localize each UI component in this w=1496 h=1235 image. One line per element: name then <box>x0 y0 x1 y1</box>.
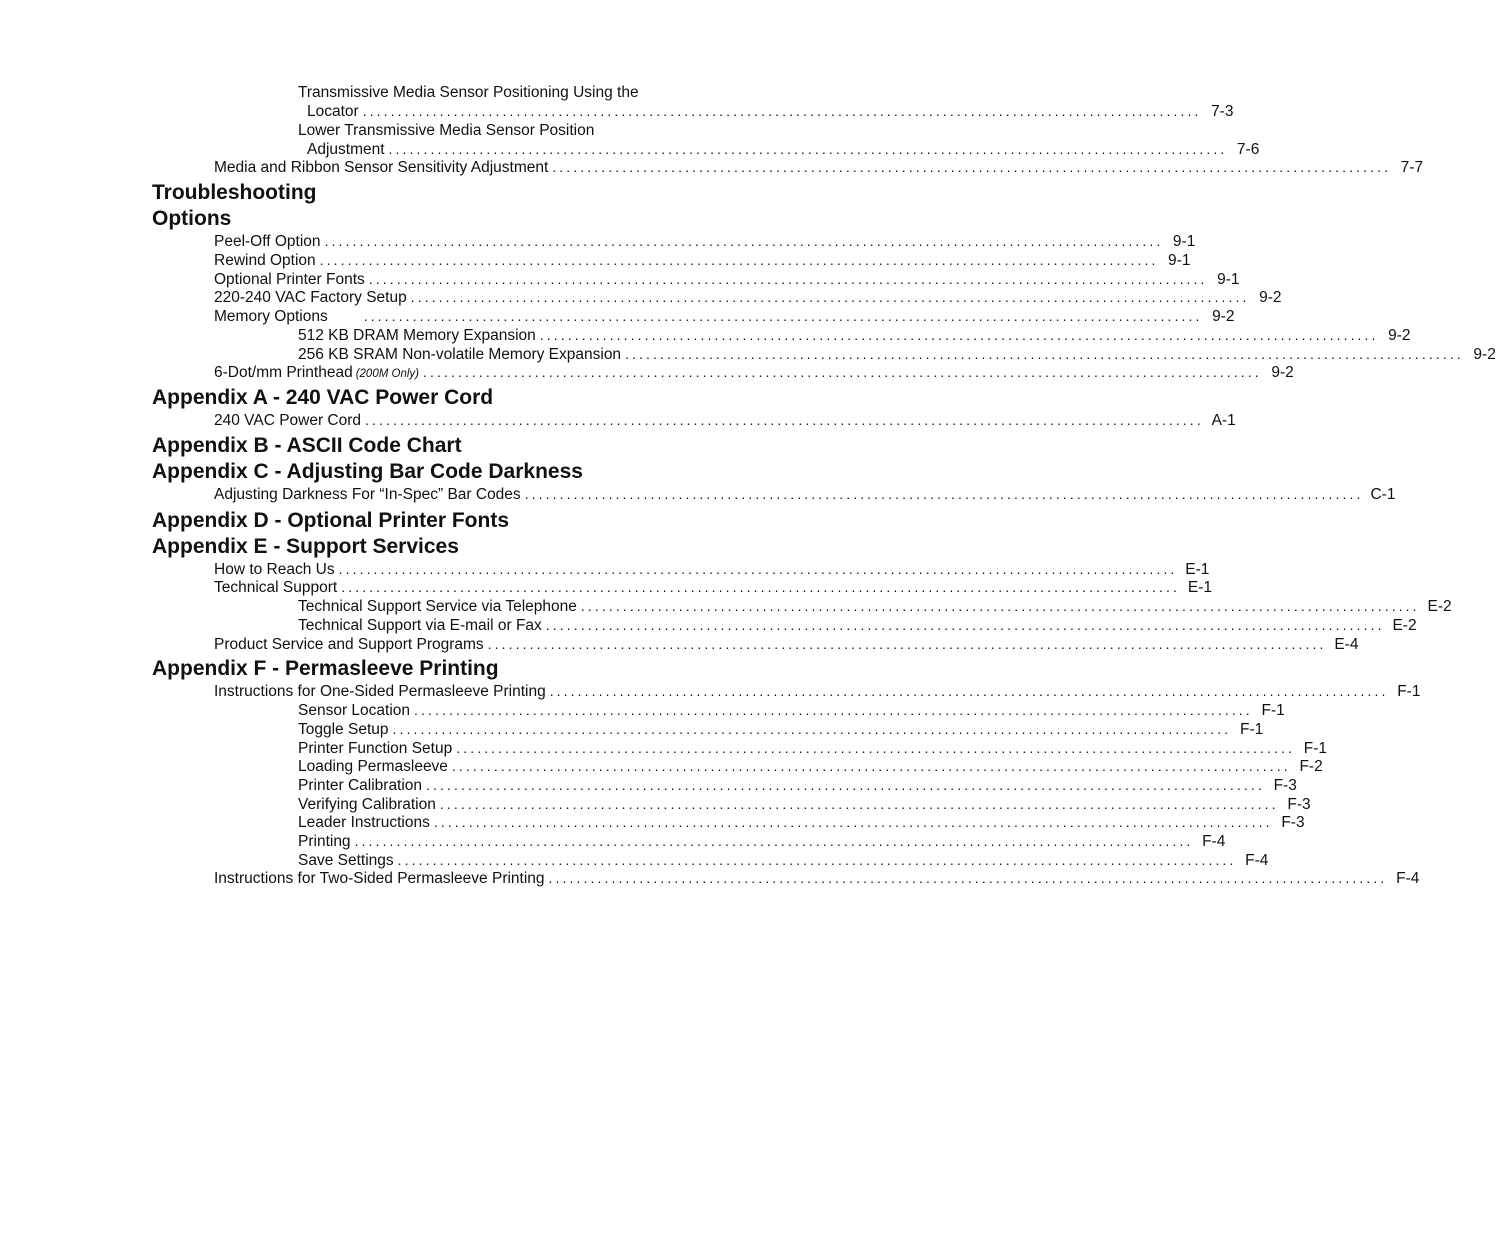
page-number: E-2 <box>1392 617 1417 634</box>
page-number: 7-7 <box>1400 159 1424 176</box>
toc-entry[interactable]: Optional Printer Fonts ........................................................................................................................ 9-1 <box>214 271 1240 288</box>
model-note: (200M Only) <box>355 368 419 380</box>
toc-entry[interactable]: Technical Support ........................................................................................................................ E-1 <box>214 579 1212 596</box>
dot-leader: ........................................................................................................................ <box>388 141 1228 157</box>
dot-leader: ........................................................................................................................ <box>433 814 1273 830</box>
section-heading[interactable]: Appendix A - 240 VAC Power Cord <box>152 386 494 409</box>
toc-entry[interactable]: Adjusting Darkness For “In-Spec” Bar Codes ........................................................................................................................ C-1 <box>214 486 1396 503</box>
toc-entry[interactable]: Locator ........................................................................................................................ 7-3 <box>307 103 1234 120</box>
page-number: F-1 <box>1397 683 1421 700</box>
page-number: 9-2 <box>1212 308 1235 325</box>
page-number: F-1 <box>1240 721 1264 738</box>
dot-leader: ........................................................................................................................ <box>456 740 1295 756</box>
section-heading[interactable]: Appendix C - Adjusting Bar Code Darkness <box>152 460 583 483</box>
dot-leader: ........................................................................................................................ <box>439 796 1279 812</box>
dot-leader: ........................................................................................................................ <box>524 486 1364 502</box>
toc-entry[interactable]: 512 KB DRAM Memory Expansion ........................................................................................................................ 9-2 <box>298 327 1411 344</box>
toc-entry[interactable]: Leader Instructions ........................................................................................................................ F-3 <box>298 814 1305 831</box>
toc-entry[interactable]: Memory Options ........................................................................................................................ 9-2 <box>214 308 1235 325</box>
toc-entry[interactable]: Sensor Location ........................................................................................................................ F-1 <box>298 702 1285 719</box>
dot-leader: ........................................................................................................................ <box>362 103 1202 119</box>
page-number: 9-1 <box>1217 271 1240 288</box>
dot-leader: ........................................................................................................................ <box>487 636 1327 652</box>
toc-entry-continued: Lower Transmissive Media Sensor Position <box>298 122 595 139</box>
page-number: F-4 <box>1396 870 1420 887</box>
toc-entry[interactable]: Technical Support Service via Telephone ........................................................................................................................ E-2 <box>298 598 1452 615</box>
dot-leader: ........................................................................................................................ <box>422 364 1262 380</box>
dot-leader: ........................................................................................................................ <box>545 617 1385 633</box>
page-number: E-2 <box>1427 598 1452 615</box>
dot-leader: ........................................................................................................................ <box>451 758 1291 774</box>
dot-leader: ........................................................................................................................ <box>580 598 1420 614</box>
toc-entry[interactable]: Instructions for Two-Sided Permasleeve Printing ........................................................................................................................ F-4 <box>214 870 1420 887</box>
dot-leader: ........................................................................................................................ <box>365 412 1204 428</box>
toc-entry[interactable]: Toggle Setup ........................................................................................................................ F-1 <box>298 721 1264 738</box>
toc-entry[interactable]: Printing ........................................................................................................................ F-4 <box>298 833 1226 850</box>
toc-entry[interactable]: Rewind Option ........................................................................................................................ 9-1 <box>214 252 1191 269</box>
toc-entry[interactable]: Printer Function Setup ........................................................................................................................ F-1 <box>298 740 1327 757</box>
dot-leader: ........................................................................................................................ <box>341 579 1180 595</box>
toc-entry[interactable]: Product Service and Support Programs ........................................................................................................................ E-4 <box>214 636 1359 653</box>
dot-leader: ........................................................................................................................ <box>410 289 1250 305</box>
page-number: 9-2 <box>1271 364 1294 381</box>
toc-entry[interactable]: Printer Calibration ........................................................................................................................ F-3 <box>298 777 1297 794</box>
toc-entry[interactable]: Media and Ribbon Sensor Sensitivity Adjustment ........................................................................................................................ 7-7 <box>214 159 1424 176</box>
toc-entry[interactable]: Instructions for One-Sided Permasleeve Printing ........................................................................................................................ F-1 <box>214 683 1421 700</box>
toc-entry[interactable]: Technical Support via E-mail or Fax ........................................................................................................................ E-2 <box>298 617 1417 634</box>
toc-entry[interactable]: How to Reach Us ........................................................................................................................ E-1 <box>214 561 1210 578</box>
page-number: F-3 <box>1287 796 1311 813</box>
page-number: E-4 <box>1334 636 1359 653</box>
toc-entry[interactable]: 256 KB SRAM Non-volatile Memory Expansion ........................................................................................................................ 9-2 <box>298 346 1496 363</box>
dot-leader: ........................................................................................................................ <box>397 852 1237 868</box>
page-number: F-2 <box>1299 758 1323 775</box>
dot-leader: ........................................................................................................................ <box>368 271 1208 287</box>
toc-entry[interactable]: 240 VAC Power Cord ........................................................................................................................ A-1 <box>214 412 1236 429</box>
page-number: F-4 <box>1245 852 1269 869</box>
page-number: F-3 <box>1273 777 1297 794</box>
dot-leader: ........................................................................................................................ <box>414 702 1253 718</box>
page-number: 9-2 <box>1473 346 1496 363</box>
section-heading[interactable]: Appendix E - Support Services <box>152 535 459 558</box>
dot-leader: ........................................................................................................................ <box>625 346 1464 362</box>
toc-entry[interactable]: Loading Permasleeve ........................................................................................................................ F-2 <box>298 758 1323 775</box>
dot-leader: ........................................................................................................................ <box>539 327 1379 343</box>
dot-leader: ........................................................................................................................ <box>324 233 1164 249</box>
page-number: 9-1 <box>1172 233 1196 250</box>
page-number: F-3 <box>1281 814 1305 831</box>
dot-leader: ........................................................................................................................ <box>552 159 1392 175</box>
dot-leader: ........................................................................................................................ <box>426 777 1265 793</box>
section-heading[interactable]: Appendix B - ASCII Code Chart <box>152 434 462 457</box>
page-number: E-1 <box>1185 561 1210 578</box>
toc-entry[interactable]: Peel-Off Option ........................................................................................................................ 9-1 <box>214 233 1196 250</box>
page-number: 7-6 <box>1236 141 1260 158</box>
dot-leader: ........................................................................................................................ <box>548 870 1388 886</box>
toc-entry[interactable]: Save Settings ........................................................................................................................ F-4 <box>298 852 1269 869</box>
section-heading[interactable]: Troubleshooting <box>152 181 317 204</box>
page-number: 7-3 <box>1211 103 1234 120</box>
page-number: F-1 <box>1261 702 1285 719</box>
toc-entry[interactable]: 6-Dot/mm Printhead (200M Only) ........................................................................................................................ 9-2 <box>214 364 1294 381</box>
dot-leader: ........................................................................................................................ <box>392 721 1232 737</box>
section-heading[interactable]: Appendix F - Permasleeve Printing <box>152 657 499 680</box>
page-number: F-1 <box>1303 740 1327 757</box>
page-number: E-1 <box>1187 579 1212 596</box>
dot-leader: ........................................................................................................................ <box>549 683 1389 699</box>
dot-leader: ........................................................................................................................ <box>319 252 1159 268</box>
page-number: 9-1 <box>1168 252 1191 269</box>
dot-leader: ........................................................................................................................ <box>354 833 1194 849</box>
page-number: 9-2 <box>1259 289 1282 306</box>
dot-leader: ........................................................................................................................ <box>338 561 1178 577</box>
toc-entry-continued: Transmissive Media Sensor Positioning Using the <box>298 84 639 101</box>
toc-entry[interactable]: Verifying Calibration ........................................................................................................................ F-3 <box>298 796 1311 813</box>
section-heading[interactable]: Options <box>152 207 232 230</box>
toc-entry[interactable]: 220-240 VAC Factory Setup ........................................................................................................................ 9-2 <box>214 289 1282 306</box>
section-heading[interactable]: Appendix D - Optional Printer Fonts <box>152 509 509 532</box>
page-number: F-4 <box>1202 833 1226 850</box>
page-number: 9-2 <box>1388 327 1411 344</box>
page-number: C-1 <box>1370 486 1396 503</box>
toc-entry[interactable]: Adjustment ........................................................................................................................ 7-6 <box>307 141 1260 158</box>
dot-leader: ........................................................................................................................ <box>363 308 1203 324</box>
page-number: A-1 <box>1211 412 1236 429</box>
